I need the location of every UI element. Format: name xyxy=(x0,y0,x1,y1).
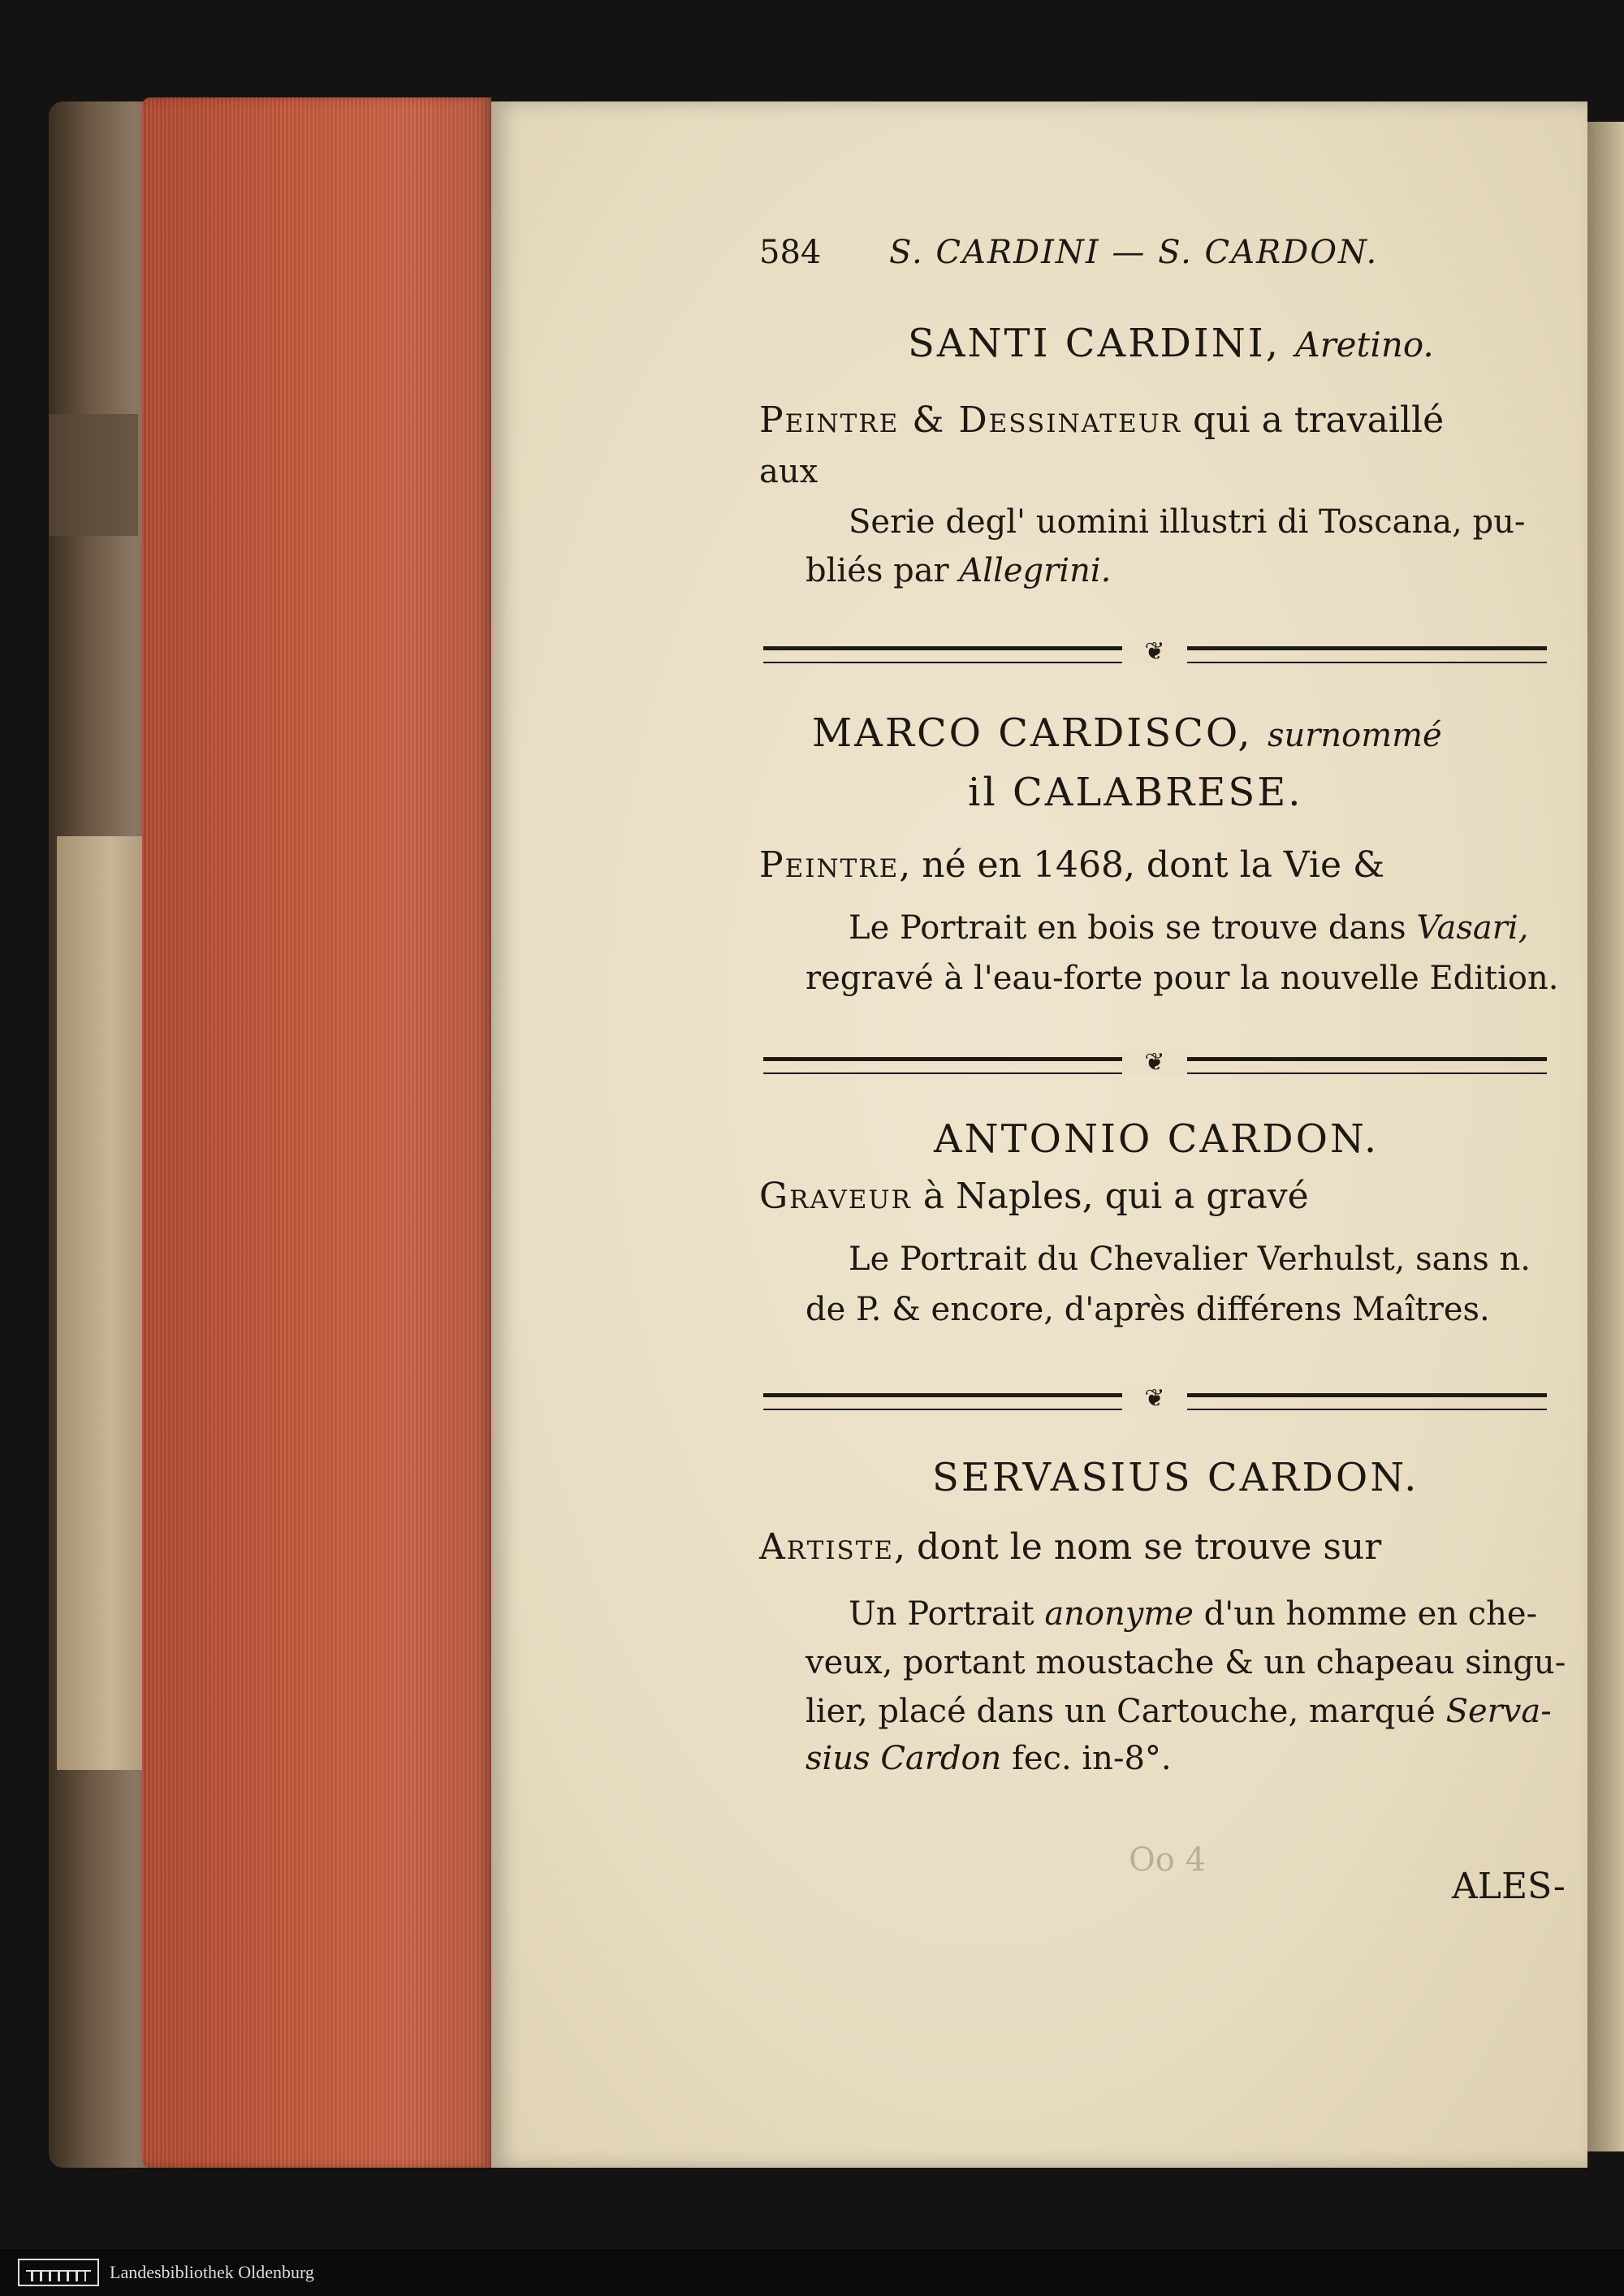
entry-line: regravé à l'eau-forte pour la nouvelle Edition. xyxy=(806,960,1559,997)
entry-line: Peintre, né en 1468, dont la Vie & xyxy=(759,844,1385,886)
running-title: S. CARDINI — S. CARDON. xyxy=(889,234,1379,271)
entry-line: Artiste, dont le nom se trouve sur xyxy=(759,1526,1382,1568)
facing-page-edge xyxy=(1587,122,1624,2151)
page-number: 584 xyxy=(759,234,822,271)
library-logo-icon xyxy=(18,2259,99,2286)
entry-line: Le Portrait du Chevalier Verhulst, sans n. xyxy=(849,1241,1531,1278)
entry-line: Le Portrait en bois se trouve dans Vasari, xyxy=(849,909,1529,947)
entry-heading: SERVASIUS CARDON. xyxy=(932,1455,1419,1500)
signature-mark: Oo 4 xyxy=(1129,1841,1207,1879)
divider-ornament: ❦ xyxy=(1122,1051,1187,1075)
spine-label xyxy=(49,414,138,536)
entry-heading: ANTONIO CARDON. xyxy=(934,1116,1380,1162)
catchword: ALES- xyxy=(1452,1866,1566,1907)
entry-heading: SANTI CARDINI, Aretino. xyxy=(908,321,1434,366)
divider-ornament: ❦ xyxy=(1122,1387,1187,1411)
entry-line: bliés par Allegrini. xyxy=(806,552,1112,589)
entry-line: aux xyxy=(759,453,818,490)
entry-line: Graveur à Naples, qui a gravé xyxy=(759,1176,1309,1217)
institution-name: Landesbibliothek Oldenburg xyxy=(110,2262,314,2282)
entry-line: lier, placé dans un Cartouche, marqué Serva- xyxy=(806,1693,1552,1730)
entry-heading-line2: il CALABRESE. xyxy=(968,770,1303,815)
divider-ornament: ❦ xyxy=(1122,640,1187,664)
entry-line: Serie degl' uomini illustri di Toscana, pu- xyxy=(849,503,1526,541)
cover-wear xyxy=(57,836,146,1770)
page-fore-edge xyxy=(142,97,491,2168)
entry-line: sius Cardon fec. in-8°. xyxy=(806,1740,1172,1777)
entry-line: de P. & encore, d'après différens Maîtres. xyxy=(806,1291,1490,1328)
entry-line: veux, portant moustache & un chapeau singu- xyxy=(806,1644,1566,1681)
entry-line: Un Portrait anonyme d'un homme en che- xyxy=(849,1595,1538,1633)
entry-line: Peintre & Dessinateur qui a travaillé xyxy=(759,399,1445,441)
entry-heading: MARCO CARDISCO, surnommé xyxy=(812,710,1442,756)
